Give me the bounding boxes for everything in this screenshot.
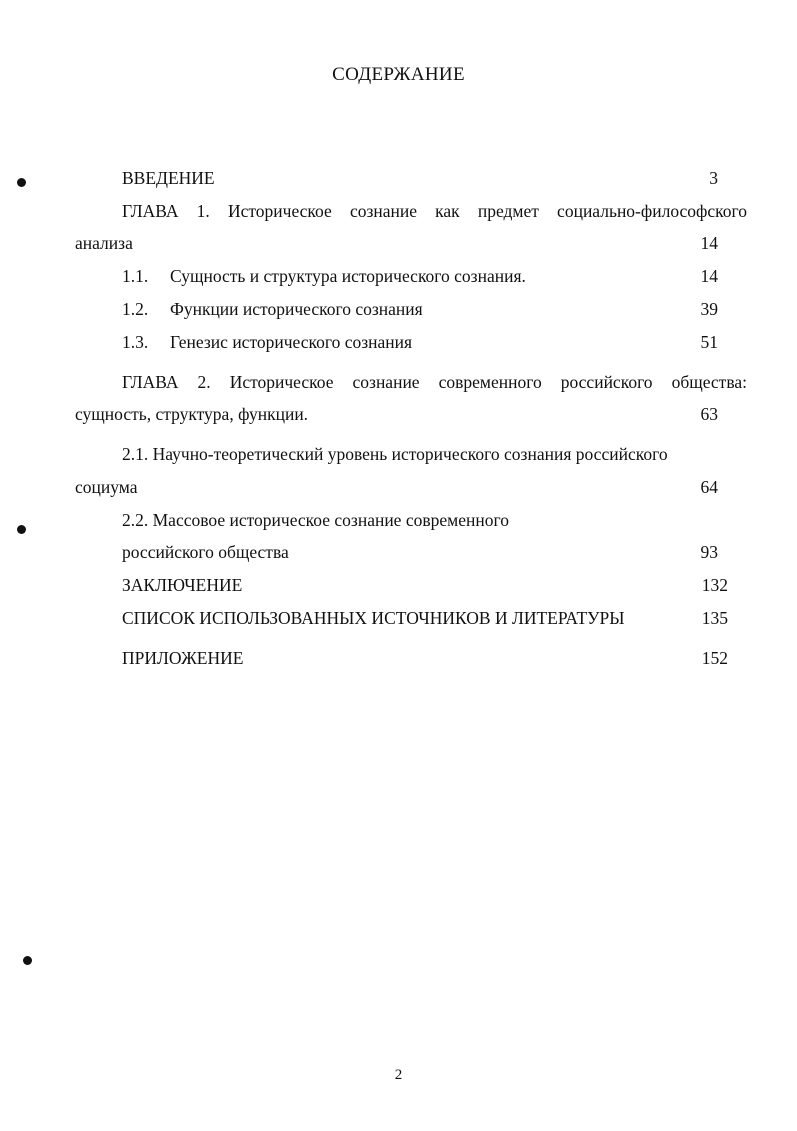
toc-sources-label: СПИСОК ИСПОЛЬЗОВАННЫХ ИСТОЧНИКОВ И ЛИТЕРАТУРЫ bbox=[122, 608, 625, 628]
toc-chapter1-label: ГЛАВА 1. Историческое сознание как предмет социально-философского bbox=[122, 201, 747, 221]
toc-section-number: 1.1. bbox=[122, 266, 149, 286]
toc-conclusion-label: ЗАКЛЮЧЕНИЕ bbox=[122, 575, 243, 595]
toc-section-1-1-label: Сущность и структура исторического сознания. bbox=[170, 266, 526, 286]
page-number: 2 bbox=[394, 1067, 403, 1083]
toc-conclusion-page: 132 bbox=[701, 575, 728, 595]
toc-chapter1-page: 14 bbox=[700, 233, 718, 253]
toc-section-2-2-page: 93 bbox=[700, 542, 718, 562]
toc-section-2-2-label-cont: российского общества bbox=[122, 542, 289, 562]
toc-section-number: 1.3. bbox=[122, 332, 149, 352]
toc-section-2-1-page: 64 bbox=[700, 477, 718, 497]
toc-chapter2-page: 63 bbox=[700, 404, 718, 424]
toc-chapter2-label-cont: сущность, структура, функции. bbox=[75, 404, 309, 424]
binder-hole-dot bbox=[17, 178, 26, 187]
toc-sources-page: 135 bbox=[701, 608, 728, 628]
page-title: СОДЕРЖАНИЕ bbox=[332, 64, 465, 85]
toc-section-number: 1.2. bbox=[122, 299, 149, 319]
toc-intro-page: 3 bbox=[709, 168, 718, 188]
toc-chapter1-label-cont: анализа bbox=[75, 233, 133, 253]
toc-section-2-1-label: 2.1. Научно-теоретический уровень исторического сознания российского bbox=[122, 444, 668, 464]
binder-hole-dot bbox=[17, 525, 26, 534]
toc-section-2-1-label-cont: социума bbox=[75, 477, 138, 497]
toc-section-1-2-label: Функции исторического сознания bbox=[170, 299, 423, 319]
toc-intro-label: ВВЕДЕНИЕ bbox=[122, 168, 215, 188]
toc-section-1-3-label: Генезис исторического сознания bbox=[170, 332, 413, 352]
toc-appendix-label: ПРИЛОЖЕНИЕ bbox=[122, 648, 244, 668]
toc-section-2-2-label: 2.2. Массовое историческое сознание современного bbox=[122, 510, 509, 530]
toc-chapter2-label: ГЛАВА 2. Историческое сознание современного российского общества: bbox=[122, 372, 747, 392]
toc-section-1-2-page: 39 bbox=[700, 299, 718, 319]
toc-section-1-1-page: 14 bbox=[700, 266, 718, 286]
toc-section-1-3-page: 51 bbox=[700, 332, 718, 352]
binder-hole-dot bbox=[23, 956, 32, 965]
toc-appendix-page: 152 bbox=[701, 648, 728, 668]
